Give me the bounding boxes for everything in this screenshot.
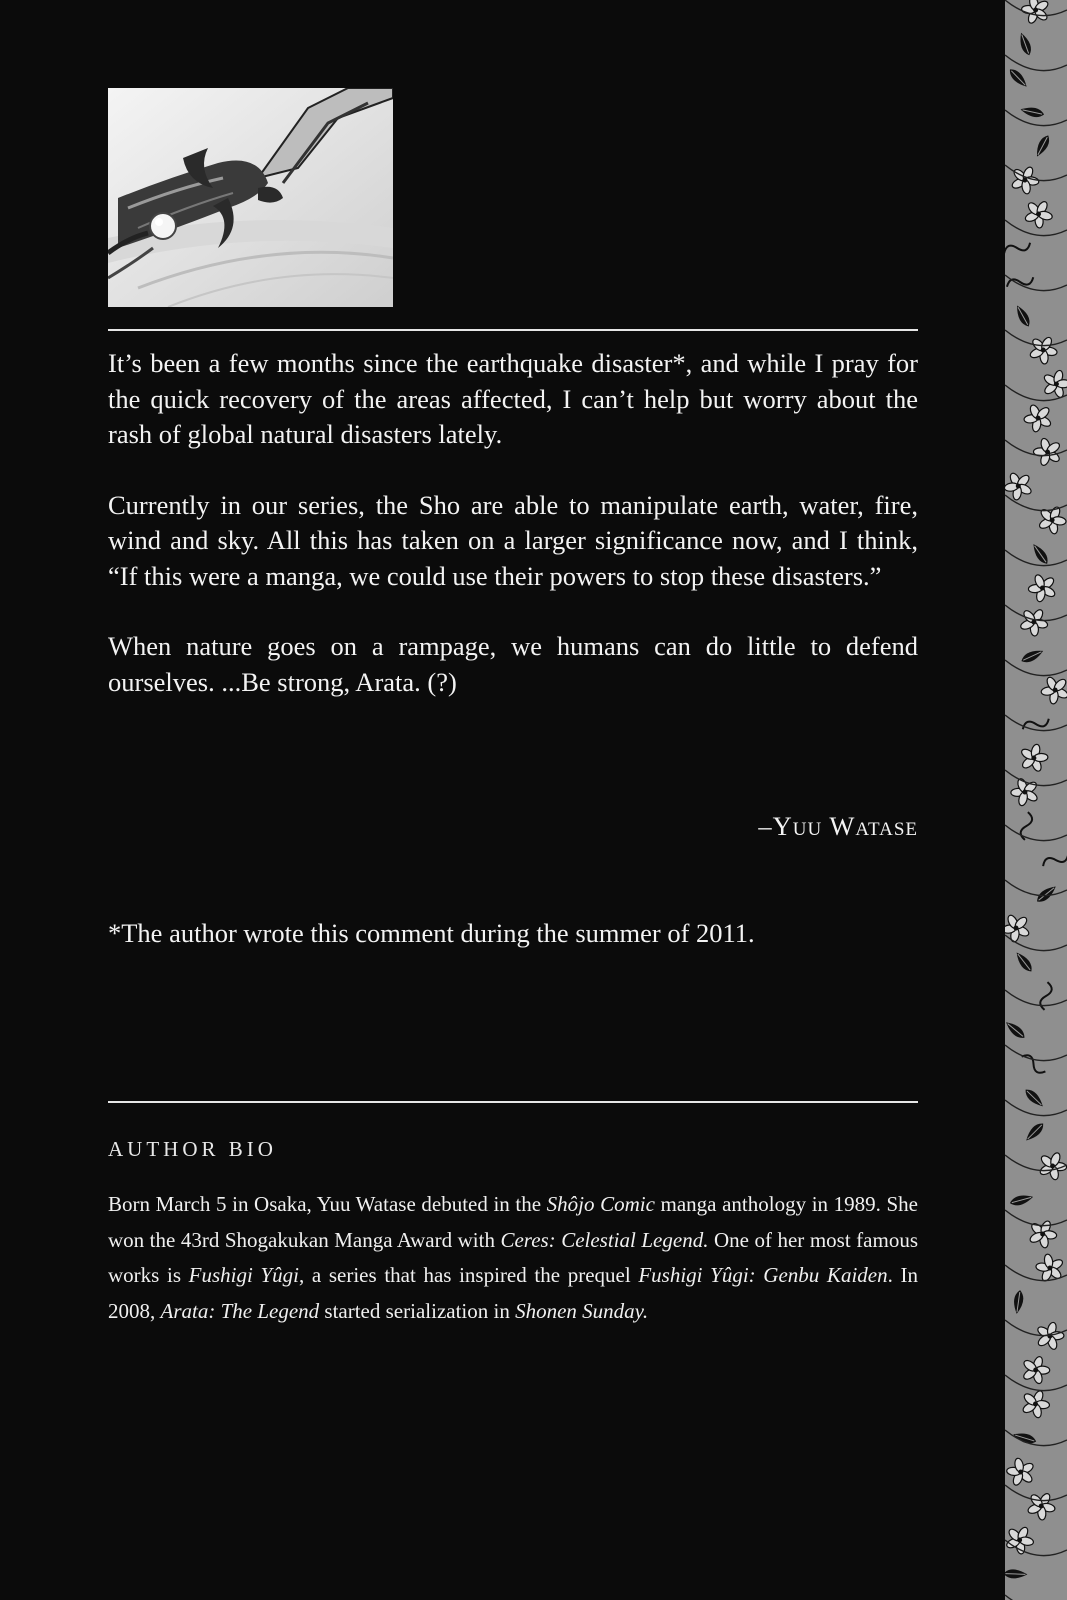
bio-title-arata: Arata: The Legend bbox=[160, 1298, 320, 1323]
bio-divider bbox=[108, 1101, 918, 1103]
bio-heading: AUTHOR BIO bbox=[108, 1137, 277, 1161]
floral-pattern-icon bbox=[1005, 0, 1067, 1600]
bio-segment: One of her most famous works is bbox=[108, 1227, 918, 1287]
top-divider bbox=[108, 329, 918, 331]
sword-hilt-illustration bbox=[108, 88, 393, 307]
bio-segment: , a series that has inspired the prequel bbox=[298, 1263, 639, 1287]
bio-title-shonen-sunday: Shonen Sunday. bbox=[515, 1298, 649, 1323]
author-signature: –Yuu Watase bbox=[758, 811, 918, 841]
bio-segment: started serialization in bbox=[319, 1298, 516, 1323]
comment-paragraph-1: It’s been a few months since the earthquake disaster*, and while I pray for the quick recovery of the areas affected, I can’t help but worry about the rash of global natural disasters lately. bbox=[108, 348, 918, 449]
floral-border-pattern bbox=[1005, 0, 1067, 1600]
bio-text bbox=[108, 1187, 918, 1329]
comment-paragraph-3: When nature goes on a rampage, we humans can do little to defend ourselves. ...Be strong, Arata. (?) bbox=[108, 631, 918, 697]
bio-title-genbu-kaiden: Fushigi Yûgi: Genbu Kaiden bbox=[638, 1263, 888, 1287]
bio-segment: . In 2008, bbox=[108, 1263, 919, 1323]
comment-paragraph-2: Currently in our series, the Sho are able to manipulate earth, water, fire, wind and sky. All this has taken on a larger significance now, and I think, “If this were a manga, we could use their powers to stop these disasters.” bbox=[108, 489, 918, 591]
bio-segment: manga anthology in 1989. She won the 43rd Shogakukan Manga Award with bbox=[108, 1192, 918, 1252]
footnote: *The author wrote this comment during the summer of 2011. bbox=[108, 918, 755, 948]
bio-title-ceres: Ceres: Celestial Legend. bbox=[500, 1227, 709, 1252]
bio-title-fushigi-yugi: Fushigi Yûgi bbox=[188, 1263, 299, 1287]
author-comment bbox=[108, 346, 918, 735]
manga-illustration bbox=[108, 88, 393, 307]
bio-title-shojo-comic: Shôjo Comic bbox=[546, 1192, 655, 1216]
bio-segment: Born March 5 in Osaka, Yuu Watase debuted in the bbox=[108, 1192, 547, 1216]
